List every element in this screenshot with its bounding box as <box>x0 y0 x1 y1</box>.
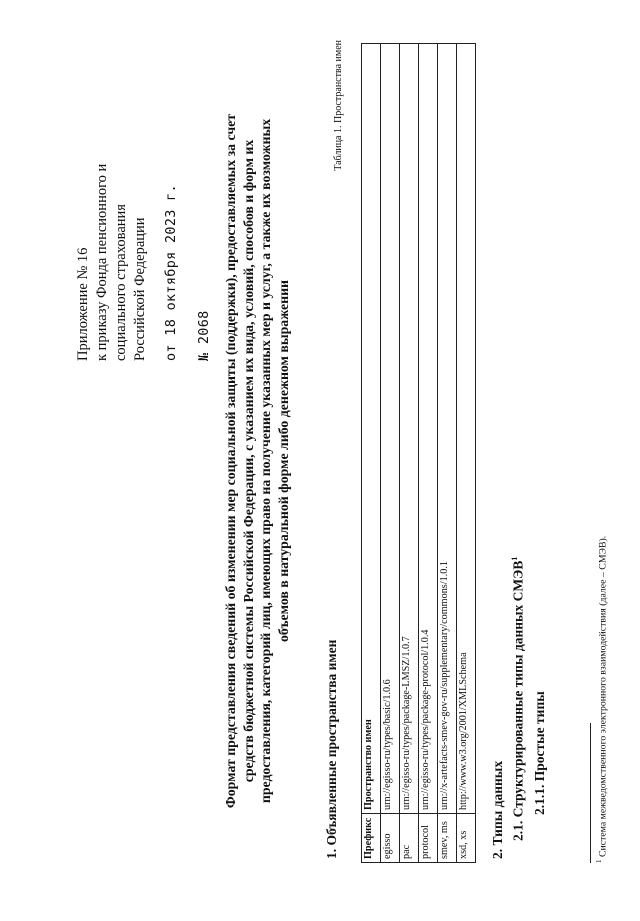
section-2-1-heading <box>510 557 527 841</box>
namespace-cell: urn://egisso-ru/types/package-protocol/1.0.4 <box>419 44 438 814</box>
order-date: от 18 октября 2023 г. <box>163 184 179 361</box>
footnote <box>595 536 608 863</box>
prefix-cell: xsd, xs <box>457 814 476 863</box>
section-2-1-1-heading: 2.1.1. Простые типы <box>532 691 547 815</box>
table-row <box>438 44 457 863</box>
table-caption: Таблица 1. Пространства имен <box>333 40 344 171</box>
namespace-cell: urn://egisso-ru/types/package-LMSZ/1.0.7 <box>400 44 419 814</box>
title-line: объемов в натуральной форме либо денежном выражении <box>275 280 291 642</box>
table-row <box>419 44 438 863</box>
prefix-cell: protocol <box>419 814 438 863</box>
table-header-row <box>362 44 381 863</box>
title-line: предоставления, категорий лиц, имеющих право на получение указанных мер и услуг, а также их возможных <box>258 118 273 804</box>
title-line: средств бюджетной системы Российской Федерации, с указанием их вида, условий, способов и форм их <box>240 139 256 783</box>
namespace-cell: urn://x-artefacts-smev-gov-ru/supplementary/commons/1.0.1 <box>438 44 457 814</box>
table-row <box>400 44 419 863</box>
namespace-cell: http://www.w3.org/2001/XMLSchema <box>457 44 476 814</box>
column-header-namespace: Пространство имен <box>362 44 381 814</box>
footnote-marker: 1 <box>595 859 603 863</box>
footnote-ref: 1 <box>510 556 519 561</box>
prefix-cell: egisso <box>381 814 400 863</box>
prefix-cell: smev, ms <box>438 814 457 863</box>
order-number: № 2068 <box>196 310 212 361</box>
section-2-1-text: 2.1. Структурированные типы данных СМЭВ <box>510 560 526 841</box>
appendix-order-line: к приказу Фонда пенсионного и <box>94 163 110 361</box>
namespace-cell: urn://egisso-ru/types/basic/1.0.6 <box>381 44 400 814</box>
table-row <box>381 44 400 863</box>
document-title <box>222 61 292 861</box>
appendix-number: Приложение № 16 <box>75 247 91 361</box>
section-1-heading: 1. Объявленные пространства имен <box>324 639 339 859</box>
namespaces-table <box>361 43 476 863</box>
appendix-header <box>74 41 214 361</box>
title-line: Формат представления сведений об изменении мер социальной защиты (поддержки), предоставляемых за счет <box>223 113 238 809</box>
section-2-heading: 2. Типы данных <box>490 760 505 859</box>
table-row <box>457 44 476 863</box>
footnote-text: Система межведомственного электронного взаимодействия (далее – СМЭВ). <box>597 535 609 860</box>
footnote-divider <box>590 723 591 863</box>
prefix-cell: pac <box>400 814 419 863</box>
appendix-fund-line: социального страхования <box>113 204 129 361</box>
column-header-prefix: Префикс <box>362 814 381 863</box>
appendix-country-line: Российской Федерации <box>132 217 148 361</box>
